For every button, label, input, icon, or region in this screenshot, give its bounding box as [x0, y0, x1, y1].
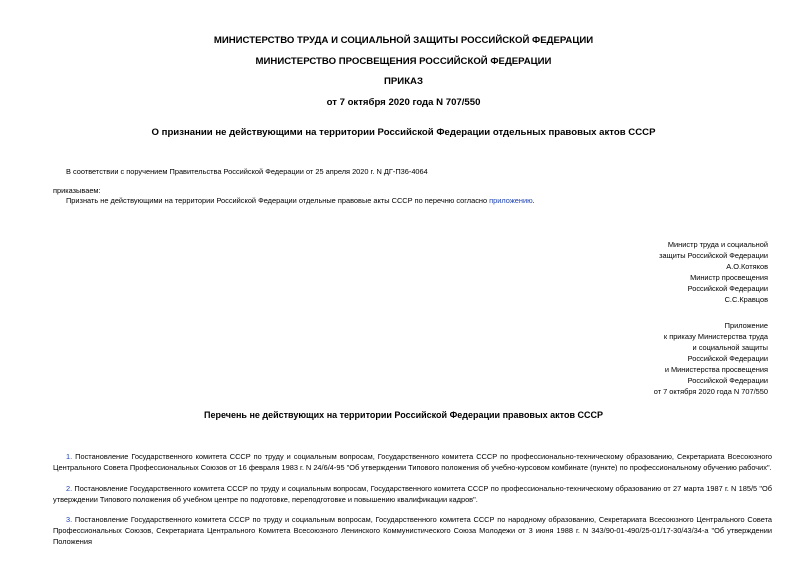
signature-line: С.С.Кравцов [724, 295, 768, 304]
appendix-line: и Министерства просвещения [664, 365, 768, 374]
signature-line: Российской Федерации [687, 284, 768, 293]
list-item-number[interactable]: 1. [66, 452, 73, 461]
signature-line: Министр просвещения [690, 273, 768, 282]
appendix-line: от 7 октября 2020 года N 707/550 [653, 387, 768, 396]
list-item [53, 451, 772, 473]
signatures-block [568, 239, 768, 305]
document-type-heading: ПРИКАЗ [384, 76, 423, 87]
list-item-number[interactable]: 2. [66, 484, 73, 493]
list-item-text: Постановление Государственного комитета СССР по труду и социальным вопросам, Государственного комитета СССР по профессионально-техническому образованию, Секретариата Всесоюзного Центрального Совета Профессиональных Союзов от 16 февраля 1983 г. N 24/6/4-95 "Об утверждении Типового положения об учебно-курсовом комбинате (пункте) по профессиональному обучению рабочих". [53, 452, 772, 472]
signature-line: Министр труда и социальной [667, 240, 768, 249]
signature-line: А.О.Котяков [726, 262, 768, 271]
order-paragraph [66, 196, 535, 205]
signature-line: защиты Российской Федерации [659, 251, 768, 260]
basis-paragraph: В соответствии с поручением Правительства Российской Федерации от 25 апреля 2020 г. N ДГ-П36-4064 [66, 167, 428, 176]
appendix-line: Российской Федерации [687, 354, 768, 363]
list-item-text: Постановление Государственного комитета СССР по труду и социальным вопросам, Государственного комитета СССР по народному образованию, Секретариата Всесоюзного Центрального Совета Профессиональных Союзов, Секретариата Центрального Комитета Всесоюзного Ленинского Коммунистического Союза Молодежи от 3 июня 1988 г. N 343/90-01-490/25-01/17-30/43/34-а "Об утверждении Положения [53, 515, 772, 546]
list-item-text: Постановление Государственного комитета СССР по труду и социальным вопросам, Государственного комитета СССР по профессионально-техническому образованию от 27 марта 1987 г. N 185/5 "Об утверждении Типового положения об учебном центре по подготовке, переподготовке и повышению квалификации кадров". [53, 484, 772, 504]
ministry-labor-heading: МИНИСТЕРСТВО ТРУДА И СОЦИАЛЬНОЙ ЗАЩИТЫ РОССИЙСКОЙ ФЕДЕРАЦИИ [213, 35, 594, 46]
appendix-line: Российской Федерации [687, 376, 768, 385]
ministry-education-heading: МИНИСТЕРСТВО ПРОСВЕЩЕНИЯ РОССИЙСКОЙ ФЕДЕРАЦИИ [255, 56, 552, 67]
list-item [53, 483, 772, 505]
order-word: приказываем: [53, 186, 101, 195]
order-text-end: . [532, 196, 535, 205]
appendix-line: и социальной защиты [692, 343, 768, 352]
appendix-reference-block [568, 320, 768, 397]
date-number-heading: от 7 октября 2020 года N 707/550 [326, 97, 481, 108]
appendix-link[interactable]: приложению [489, 196, 533, 205]
appendix-line: Приложение [724, 321, 768, 330]
list-item-number[interactable]: 3. [66, 515, 73, 524]
document-title: О признании не действующими на территории Российской Федерации отдельных правовых актов СССР [151, 127, 656, 138]
appendix-line: к приказу Министерства труда [663, 332, 768, 341]
list-item [53, 514, 772, 546]
order-text: Признать не действующими на территории Российской Федерации отдельные правовые акты СССР по перечню согласно [66, 196, 490, 205]
list-title: Перечень не действующих на территории Российской Федерации правовых актов СССР [204, 410, 603, 420]
